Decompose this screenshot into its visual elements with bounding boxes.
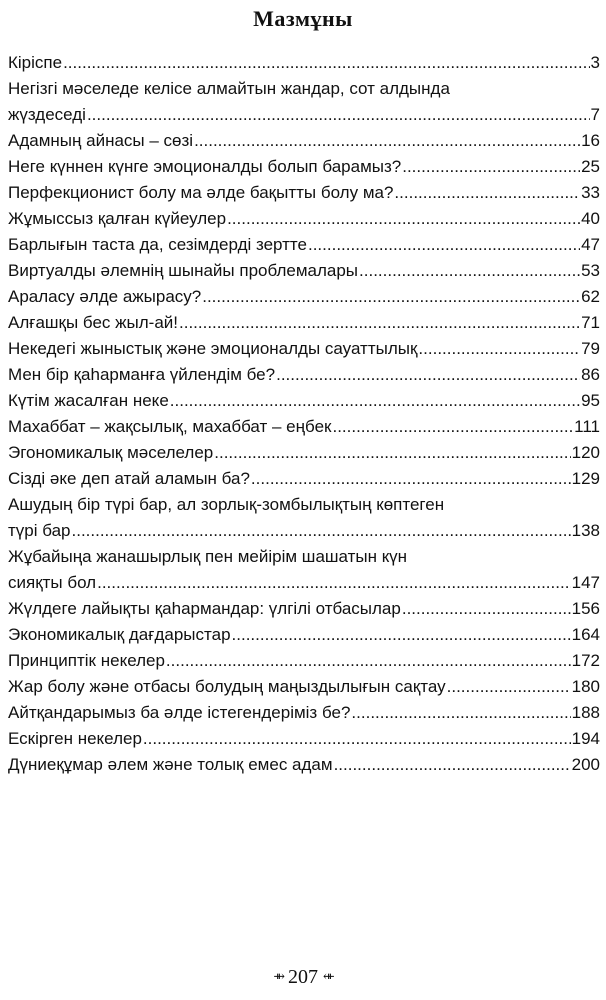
- dot-leader: [63, 50, 589, 76]
- toc-entry-page: 156: [571, 599, 600, 618]
- toc-entry-page: 188: [571, 703, 600, 722]
- toc-entry-page: 164: [571, 625, 600, 644]
- dot-leader: [232, 622, 571, 648]
- dot-leader: [276, 362, 580, 388]
- toc-entry-title: Айтқандарымыз ба әлде істегендеріміз бе?: [8, 703, 351, 722]
- toc-entry-page: 200: [571, 755, 600, 774]
- toc-entry-page: 53: [581, 261, 600, 280]
- toc-entry-page: 180: [571, 677, 600, 696]
- toc-entry-page: 194: [571, 729, 600, 748]
- toc-entry-page: 16: [581, 131, 600, 150]
- toc-entry: [8, 492, 600, 544]
- toc-entry-page: 147: [571, 573, 600, 592]
- toc-entry-page: 25: [581, 157, 600, 176]
- dot-leader: [334, 752, 571, 778]
- toc-entry-title: Махаббат – жақсылық, махаббат – еңбек: [8, 417, 332, 436]
- toc-entry: [8, 232, 600, 258]
- dot-leader: [179, 310, 580, 336]
- toc-entry-page: 3: [590, 53, 600, 72]
- toc-entry-page: 47: [581, 235, 600, 254]
- toc-entry: [8, 362, 600, 388]
- toc-entry: [8, 440, 600, 466]
- toc-entry-title: Адамның айнасы – сөзі: [8, 131, 194, 150]
- dot-leader: [72, 518, 571, 544]
- dot-leader: [143, 726, 571, 752]
- toc-entry-page: 138: [571, 521, 600, 540]
- toc-entry-title: сияқты бол: [8, 573, 97, 592]
- dot-leader: [97, 570, 571, 596]
- ornament-left-icon: ⇻: [273, 970, 283, 985]
- toc-entry-page: 62: [581, 287, 600, 306]
- toc-entry-title: Күтім жасалған неке: [8, 391, 169, 410]
- dot-leader: [166, 648, 571, 674]
- toc-entry: [8, 310, 600, 336]
- dot-leader: [332, 414, 573, 440]
- toc-entry: [8, 336, 600, 362]
- dot-leader: [214, 440, 570, 466]
- toc-entry-page: 79: [581, 339, 600, 358]
- ornament-right-icon: ⇺: [323, 970, 333, 985]
- toc-entry-page: 33: [581, 183, 600, 202]
- toc-entry: [8, 180, 600, 206]
- dot-leader: [170, 388, 580, 414]
- toc-entry: [8, 154, 600, 180]
- dot-leader: [87, 102, 590, 128]
- toc-entry-page: 172: [571, 651, 600, 670]
- toc-entry-page: 7: [590, 105, 600, 124]
- toc-entry: [8, 128, 600, 154]
- dot-leader: [351, 700, 570, 726]
- toc-entry-title-line1: Ашудың бір түрі бар, ал зорлық-зомбылықтың көптеген: [8, 495, 445, 514]
- toc-entry-title: Неге күннен күнге эмоционалды болып барамыз?: [8, 157, 402, 176]
- toc-entry: [8, 76, 600, 128]
- table-of-contents: [8, 50, 600, 778]
- toc-entry: [8, 414, 600, 440]
- toc-entry-title: түрі бар: [8, 521, 71, 540]
- toc-entry: [8, 466, 600, 492]
- dot-leader: [308, 232, 580, 258]
- toc-entry-page: 129: [571, 469, 600, 488]
- toc-entry-page: 95: [581, 391, 600, 410]
- toc-entry-page: 120: [571, 443, 600, 462]
- toc-entry-page: 40: [581, 209, 600, 228]
- toc-entry: [8, 648, 600, 674]
- toc-entry-title: Мен бір қаһарманға үйлендім бе?: [8, 365, 276, 384]
- toc-entry: [8, 258, 600, 284]
- toc-entry: [8, 544, 600, 596]
- dot-leader: [394, 180, 580, 206]
- toc-entry-title: Некедегі жыныстық және эмоционалды сауаттылық: [8, 339, 418, 358]
- dot-leader: [418, 336, 580, 362]
- toc-entry-title: Принциптік некелер: [8, 651, 165, 670]
- toc-entry: [8, 700, 600, 726]
- toc-entry-title: Жар болу және отбасы болудың маңыздылығын сақтау: [8, 677, 446, 696]
- dot-leader: [227, 206, 580, 232]
- dot-leader: [447, 674, 571, 700]
- toc-entry-title: Кіріспе: [8, 53, 63, 72]
- toc-entry: [8, 206, 600, 232]
- toc-entry-title: Сізді әке деп атай аламын ба?: [8, 469, 250, 488]
- toc-entry-title: Эгономикалық мәселелер: [8, 443, 214, 462]
- toc-entry-title: Дүниеқұмар әлем және толық емес адам: [8, 755, 333, 774]
- toc-entry-title: Жүлдеге лайықты қаһармандар: үлгілі отбасылар: [8, 599, 401, 618]
- toc-entry-title: Перфекционист болу ма әлде бақытты болу ма?: [8, 183, 394, 202]
- dot-leader: [402, 596, 571, 622]
- toc-entry-title: Виртуалды әлемнің шынайы проблемалары: [8, 261, 359, 280]
- toc-entry: [8, 284, 600, 310]
- toc-entry-page: 86: [581, 365, 600, 384]
- toc-entry-title: Экономикалық дағдарыстар: [8, 625, 231, 644]
- toc-entry-page: 111: [574, 417, 600, 436]
- toc-entry: [8, 388, 600, 414]
- toc-entry: [8, 752, 600, 778]
- toc-entry-page: 71: [581, 313, 600, 332]
- toc-entry: [8, 674, 600, 700]
- toc-entry: [8, 596, 600, 622]
- dot-leader: [194, 128, 580, 154]
- dot-leader: [359, 258, 580, 284]
- page-footer: [0, 966, 606, 989]
- dot-leader: [402, 154, 580, 180]
- toc-entry-title: Алғашқы бес жыл-ай!: [8, 313, 178, 332]
- toc-entry-title: Барлығын таста да, сезімдерді зертте: [8, 235, 307, 254]
- toc-entry: [8, 50, 600, 76]
- toc-entry-title: Ескірген некелер: [8, 729, 142, 748]
- toc-entry-title: Жұмыссыз қалған күйеулер: [8, 209, 227, 228]
- page-number: 207: [288, 966, 318, 988]
- toc-entry: [8, 622, 600, 648]
- dot-leader: [251, 466, 571, 492]
- toc-entry-title-line1: Негізгі мәселеде келісе алмайтын жандар, сот алдында: [8, 79, 450, 98]
- toc-entry-title: жүздеседі: [8, 105, 86, 124]
- dot-leader: [202, 284, 580, 310]
- toc-entry-title-line1: Жұбайыңа жанашырлық пен мейірім шашатын күн: [8, 547, 408, 566]
- page-title: Мазмұны: [253, 6, 353, 31]
- toc-entry: [8, 726, 600, 752]
- toc-entry-title: Араласу әлде ажырасу?: [8, 287, 202, 306]
